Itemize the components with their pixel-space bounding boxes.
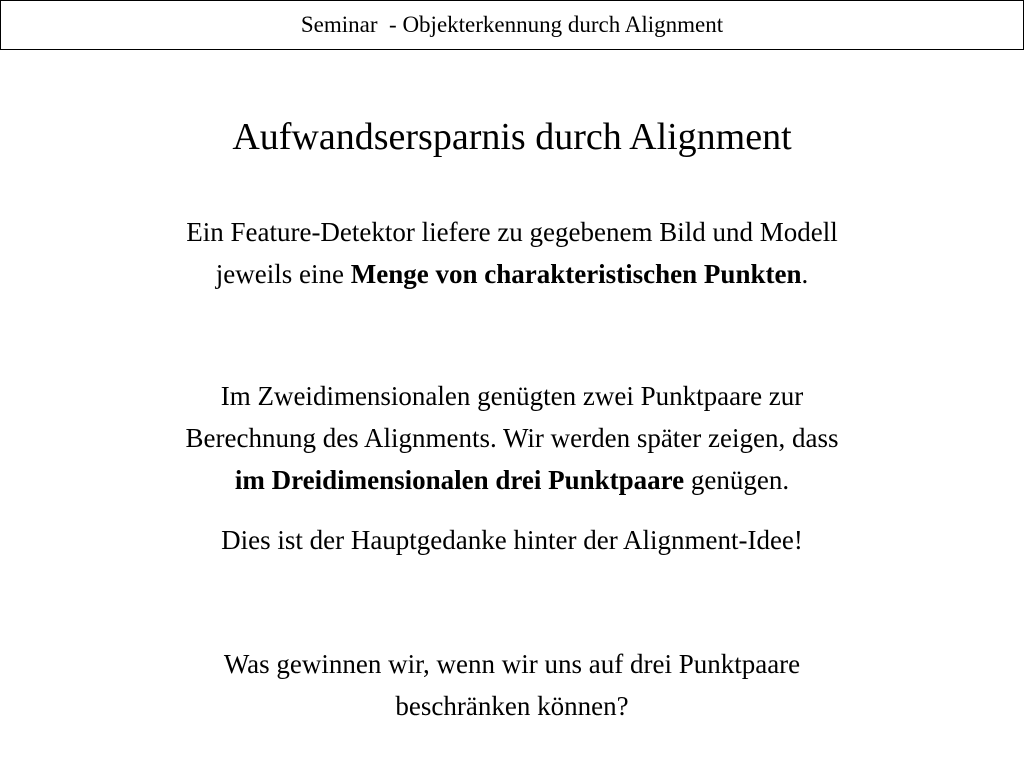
paragraph-line-prefix: jeweils eine xyxy=(215,259,351,289)
paragraph-main-idea xyxy=(0,519,1024,561)
paragraph-line: Was gewinnen wir, wenn wir uns auf drei Punktpaare xyxy=(223,649,801,679)
header-text: Seminar - Objekterkennung durch Alignment xyxy=(300,12,724,37)
paragraph-feature-detector xyxy=(0,211,1024,295)
paragraph-line: Berechnung des Alignments. Wir werden später zeigen, dass xyxy=(185,423,839,453)
slide-title: Aufwandsersparnis durch Alignment xyxy=(232,116,792,158)
paragraph-line: Dies ist der Hauptgedanke hinter der Alignment-Idee! xyxy=(221,525,803,555)
paragraph-point-pairs xyxy=(0,375,1024,501)
paragraph-question xyxy=(0,643,1024,727)
paragraph-line-suffix: genügen. xyxy=(684,465,790,495)
paragraph-line: Im Zweidimensionalen genügten zwei Punktpaare zur xyxy=(220,381,804,411)
paragraph-line-suffix: . xyxy=(801,259,809,289)
bold-phrase: Menge von charakteristischen Punkten xyxy=(350,259,802,289)
bold-phrase: im Dreidimensionalen drei Punktpaare xyxy=(234,465,685,495)
header-bar xyxy=(0,0,1024,50)
paragraph-line: beschränken können? xyxy=(395,691,629,721)
paragraph-line: Ein Feature-Detektor liefere zu gegebenem Bild und Modell xyxy=(186,217,838,247)
